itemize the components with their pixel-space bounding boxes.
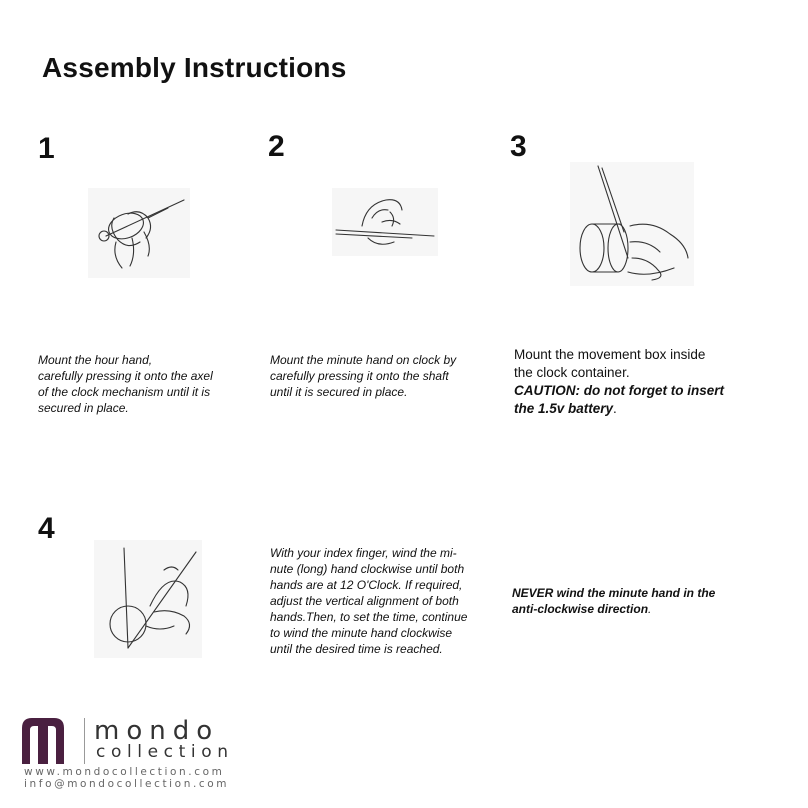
- step-3-text: Mount the movement box inside the clock container. CAUTION: do not forget to insert the 1.5v battery.: [514, 347, 724, 416]
- step-4-illustration: [94, 540, 202, 658]
- step-2-illustration: [332, 188, 438, 256]
- logo-divider: [84, 718, 85, 764]
- step-2-text: Mount the minute hand on clock by carefully pressing it onto the shaft until it is secured in place.: [270, 353, 457, 399]
- mondo-collection-logo: [22, 716, 232, 796]
- step-4-number: 4: [38, 512, 55, 545]
- page-title: Assembly Instructions: [42, 52, 347, 83]
- step-4-text: With your index finger, wind the mi- nute (long) hand clockwise until both hands are at 12 O'Clock. If required, adjust the vertical alignment of both hands.Then, to set the time, continue to wind the minute hand clockwise until the desired time is reached.: [270, 546, 468, 656]
- caution-text: CAUTION: do not forget to insert the 1.5v battery: [514, 383, 724, 416]
- warning-text: NEVER wind the minute hand in the anti-clockwise direction.: [512, 586, 716, 616]
- step-1-number: 1: [38, 132, 55, 165]
- brand-name: mondo: [94, 716, 220, 746]
- step-1-text: Mount the hour hand, carefully pressing it onto the axel of the clock mechanism until it is secured in place.: [38, 353, 213, 415]
- step-3-illustration: [570, 162, 694, 286]
- finger-winding-hands-icon: [94, 540, 202, 658]
- step-3-number: 3: [510, 130, 527, 163]
- hand-pressing-minute-hand-icon: [332, 188, 438, 256]
- website-link[interactable]: www.mondocollection.com: [24, 766, 225, 778]
- mondo-logo-mark-icon: [22, 718, 64, 764]
- hand-pressing-hour-hand-icon: [88, 188, 190, 278]
- step-2-number: 2: [268, 130, 285, 163]
- email-link[interactable]: info@mondocollection.com: [24, 778, 230, 790]
- brand-subtitle: collection: [96, 742, 234, 762]
- hand-inserting-movement-box-icon: [570, 162, 694, 286]
- step-1-illustration: [88, 188, 190, 278]
